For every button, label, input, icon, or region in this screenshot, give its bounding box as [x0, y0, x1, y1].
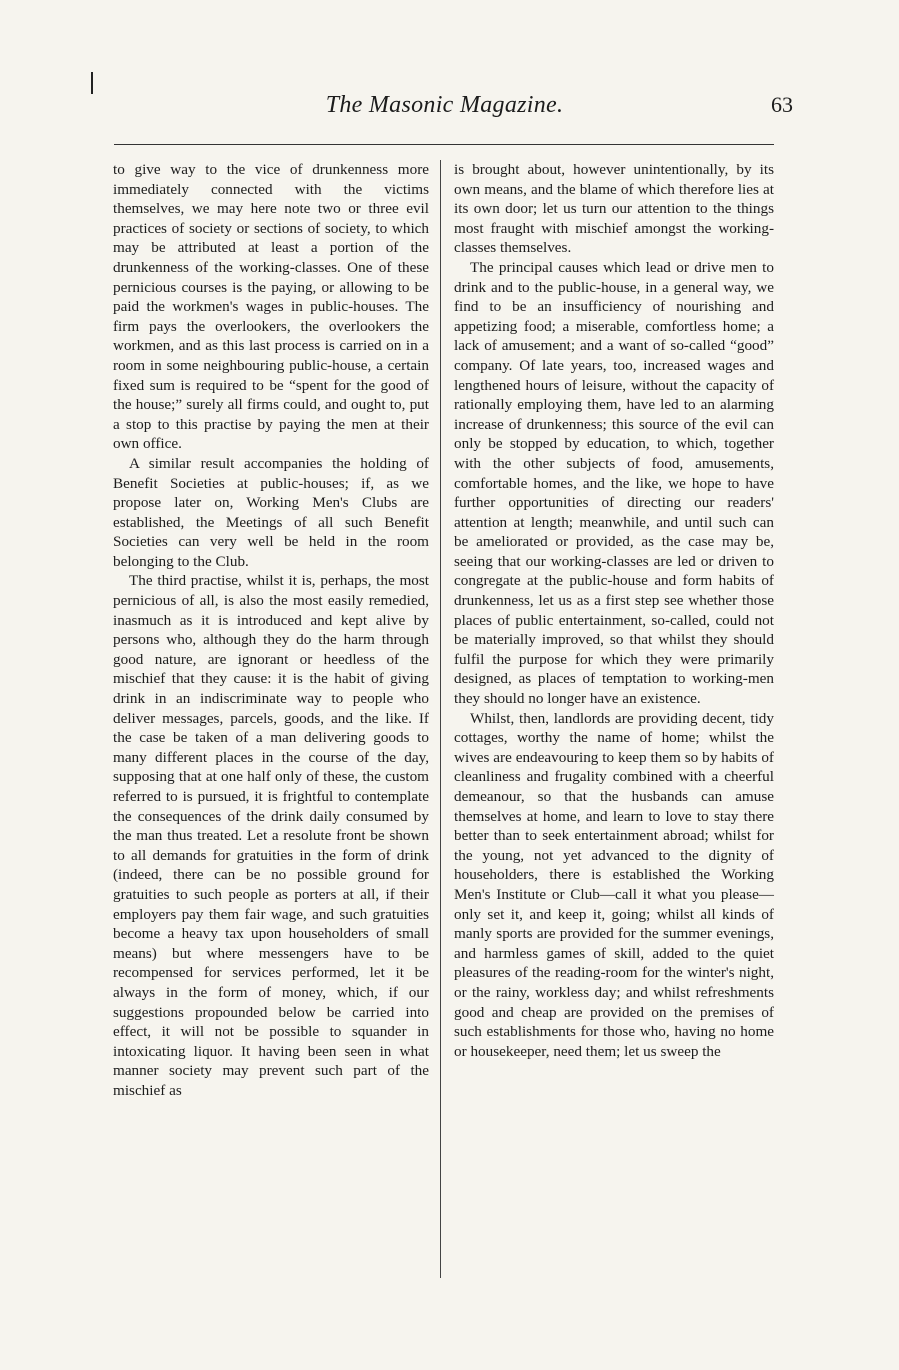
magazine-title: The Masonic Magazine.	[325, 92, 564, 118]
paragraph: The third practise, whilst it is, perhaps, the most pernicious of all, is also the most easily remedied, inasmuch as it is introduced and kept alive by persons who, although they do the harm through good nature, are ignorant or heedless of the mischief that they cause: it is the habit of giving drink in an indiscriminate way to people who deliver messages, parcels, goods, and the like. If the case be taken of a man delivering goods to many different places in the course of the day, supposing that at one half only of these, the custom referred to is pursued, it is frightful to contemplate the consequences of the drink daily consumed by the man thus treated. Let a resolute front be shown to all demands for gratuities in the form of drink (indeed, there can be no possible ground for gratuities to such people as porters at all, if their employers pay them fair wage, and such gratuities become a heavy tax upon householders of small means) but where messengers have to be recompensed for services performed, let it be always in the form of money, which, if our suggestions propounded below be carried into effect, it will not be possible to squander in intoxicating liquor. It having been seen in what manner society may prevent such part of the mischief as	[113, 572, 429, 1099]
paragraph: A similar result accompanies the holding of Benefit Societies at public-houses; if, as we propose later on, Working Men's Clubs are established, the Meetings of all such Benefit Societies can very well be held in the room belonging to the Club.	[113, 454, 429, 570]
paragraph: is brought about, however unintentionally, by its own means, and the blame of which therefore lies at its own door; let us turn our attention to the things most fraught with mischief amongst the working-classes themselves.	[454, 161, 774, 257]
header-rule	[114, 144, 774, 145]
paragraph: The principal causes which lead or drive men to drink and to the public-house, in a general way, we find to be an insufficiency of nourishing and appetizing food; a miserable, comfortless home; a lack of amusement; and a want of so-called “good” company. Of late years, too, increased wages and lengthened hours of leisure, without the capacity of rationally employing them, have led to an alarming increase of drunkenness; this source of the evil can only be stopped by education, to which, together with the other subjects of food, amusements, comfortable homes, and the like, we hope to have further opportunities of directing our readers' attention at length; meanwhile, and until such can be ameliorated or provided, as the case may be, seeing that our working-classes are led or driven to congregate at the public-house and form habits of drunkenness, let us as a first step see whether those places of public entertainment, so-called, could not be materially improved, so that whilst they should fulfil the purpose for which they were primarily designed, as places of temptation to working-men they should no longer have an existence.	[454, 258, 774, 708]
running-header	[100, 92, 793, 122]
page-number: 63	[771, 92, 793, 117]
margin-mark	[91, 72, 93, 94]
column-divider	[440, 160, 441, 1278]
left-column	[113, 160, 429, 1101]
paragraph: to give way to the vice of drunkenness more immediately connected with the victims themselves, we may here note two or three evil practices of society or sections of society, to which may be attributed at least a portion of the drunkenness of the working-classes. One of these pernicious courses is the paying, or allowing to be paid the workmen's wages in public-houses. The firm pays the overlookers, the overlookers the workmen, and as this last process is carried on in a room in some neighbouring public-house, a certain fixed sum is required to be “spent for the good of the house;” surely all firms could, and ought to, put a stop to this practise by paying the men at their own office.	[113, 161, 429, 453]
paragraph: Whilst, then, landlords are providing decent, tidy cottages, worthy the name of home; whilst the wives are endeavouring to keep them so by habits of cleanliness and frugality combined with a cheerful demeanour, so that the husbands can amuse themselves at home, and learn to love to stay there better than to seek entertainment abroad; whilst for the young, not yet advanced to the dignity of householders, there is established the Working Men's Institute or Club—call it what you please—only set it, and keep it, going; whilst all kinds of manly sports are provided for the summer evenings, and harmless games of skill, added to the quiet pleasures of the reading-room for the winter's night, or the rainy, workless day; and whilst refreshments good and cheap are provided on the premises of such establishments for those who, having no home or housekeeper, need them; let us sweep the	[454, 709, 774, 1060]
right-column	[454, 160, 774, 1061]
